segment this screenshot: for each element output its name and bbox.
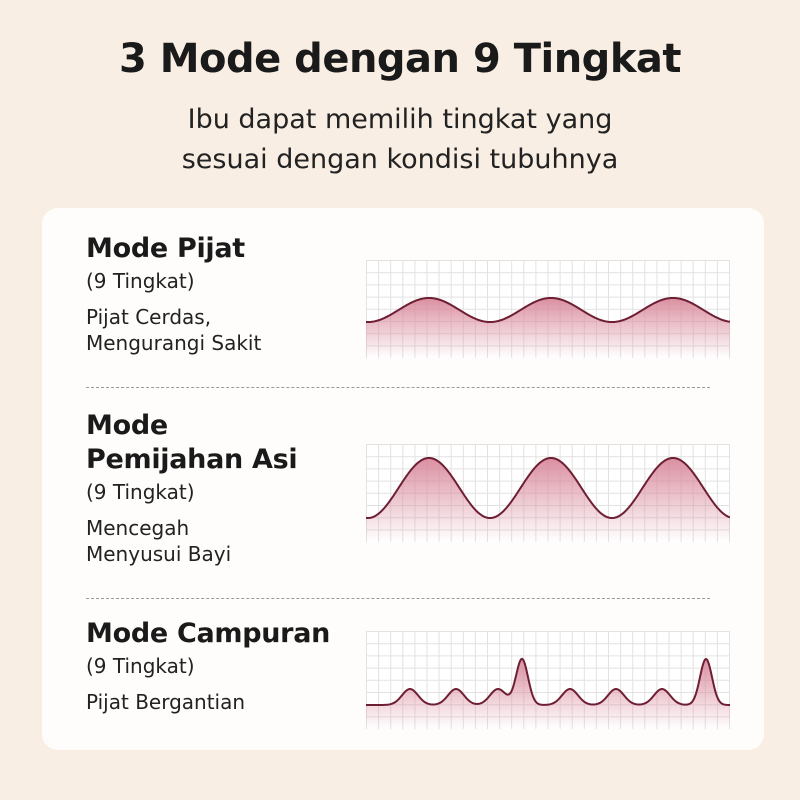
mode-level: (9 Tingkat)	[86, 654, 195, 678]
mode-pemijahan-asi	[86, 409, 297, 567]
mode-pijat	[86, 232, 261, 356]
subtitle-line: Ibu dapat memilih tingkat yang	[187, 104, 613, 135]
wave-graph-campuran	[366, 631, 730, 729]
page-title: 3 Mode dengan 9 Tingkat	[118, 36, 682, 82]
divider	[86, 598, 710, 599]
wave-graph-pemijahan-asi	[366, 444, 730, 542]
mode-description-line: Pijat Cerdas,	[86, 305, 212, 329]
subtitle-line: sesuai dengan kondisi tubuhnya	[181, 144, 619, 175]
mode-name-line: Mode Pijat	[86, 233, 245, 264]
mode-description-line: Mengurangi Sakit	[86, 331, 262, 355]
mode-name	[86, 617, 330, 651]
mode-level: (9 Tingkat)	[86, 269, 195, 293]
mode-name-line: Mode	[86, 410, 168, 441]
wave-fill	[366, 458, 730, 542]
mode-description-line: Menyusui Bayi	[86, 542, 232, 566]
divider	[86, 387, 710, 388]
mode-name	[86, 232, 261, 266]
mode-description-line: Mencegah	[86, 516, 190, 540]
mode-description	[86, 304, 261, 356]
mode-campuran	[86, 617, 330, 715]
mode-name-line: Mode Campuran	[86, 618, 331, 649]
mode-level: (9 Tingkat)	[86, 480, 195, 504]
wave-graph-pijat	[366, 260, 730, 358]
mode-description-line: Pijat Bergantian	[86, 690, 246, 714]
mode-name-line: Pemijahan Asi	[86, 444, 298, 475]
mode-name	[86, 409, 297, 477]
page-subtitle	[0, 100, 800, 180]
mode-description	[86, 515, 297, 567]
wave-fill	[366, 298, 730, 358]
mode-description	[86, 689, 330, 715]
